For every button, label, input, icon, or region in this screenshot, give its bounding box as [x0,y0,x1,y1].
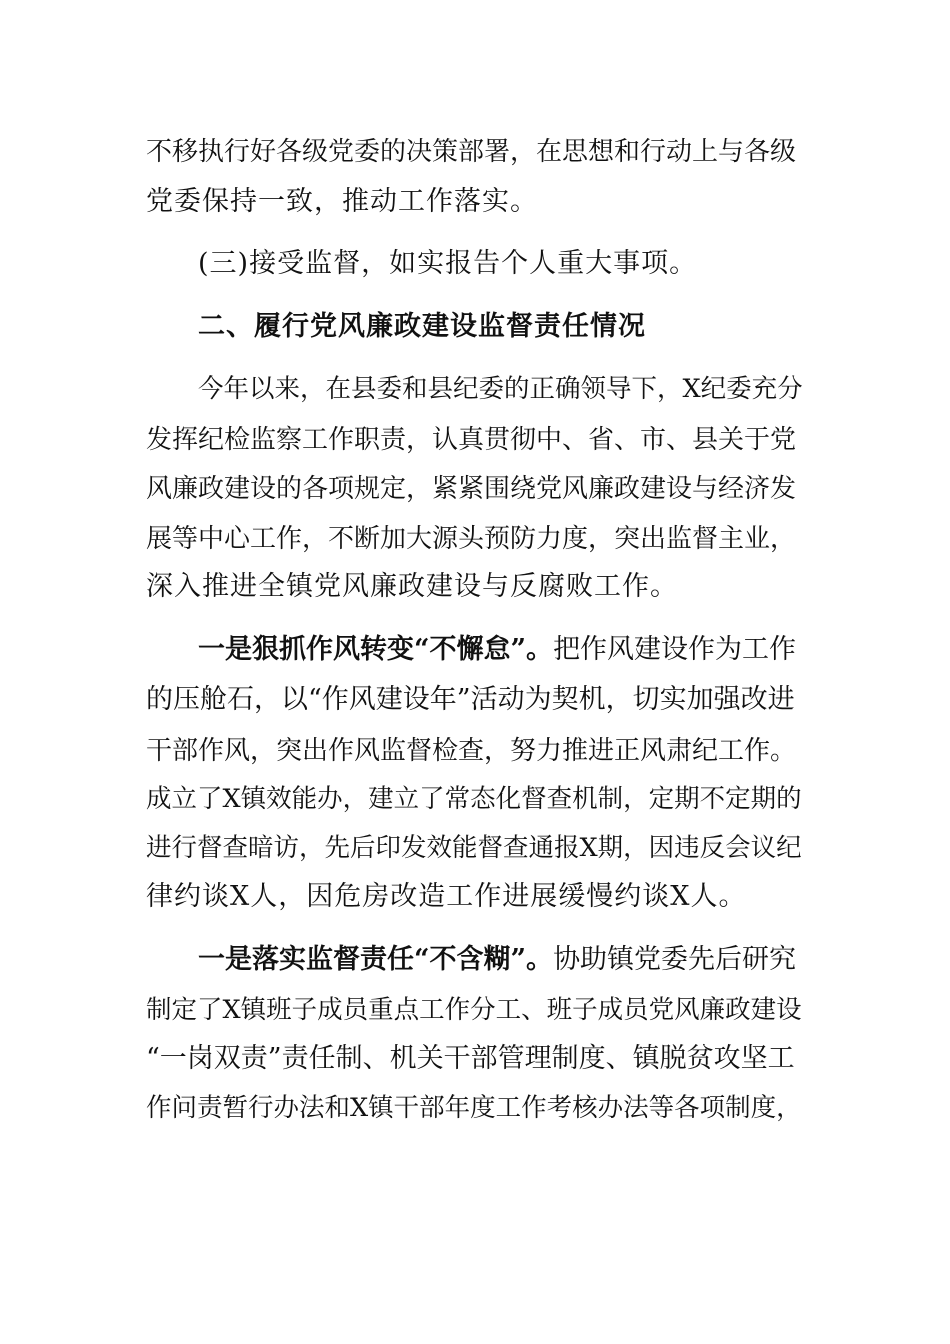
text-line: 今年以来，在县委和县纪委的正确领导下，X纪委充分 [198,374,803,404]
text-line: 作问责暂行办法和X镇干部年度工作考核办法等各项制度， [146,1093,802,1123]
text-line: 发挥纪检监察工作职责，认真贯彻中、省、市、县关于党 [146,425,797,455]
list-item-3: (三)接受监督，如实报告个人重大事项。 [198,248,698,279]
text-line: 风廉政建设的各项规定，紧紧围绕党风廉政建设与经济发 [146,474,797,504]
text-line: 进行督查暗访，先后印发效能督查通报X期，因违反会议纪 [146,833,802,863]
text-line: 干部作风，突出作风监督检查，努力推进正风肃纪工作。 [146,736,797,766]
text-line: 律约谈X人，因危房改造工作进展缓慢约谈X人。 [146,881,747,912]
paragraph-lead: 一是狠抓作风转变“不懈怠”。 [198,634,554,665]
paragraph-lead: 一是落实监督责任“不含糊”。 [198,944,554,975]
text-line: 不移执行好各级党委的决策部署，在思想和行动上与各级 [146,137,797,167]
paragraph-text: 协助镇党委先后研究 [553,944,797,975]
text-line: 深入推进全镇党风廉政建设与反腐败工作。 [146,571,678,602]
text-line: 的压舱石，以“作风建设年”活动为契机，切实加强改进 [146,684,795,715]
paragraph-first-line [198,942,796,978]
text-line: “一岗双责”责任制、机关干部管理制度、镇脱贫攻坚工 [146,1043,795,1074]
paragraph-text: 把作风建设作为工作 [553,634,797,665]
text-line: 党委保持一致，推动工作落实。 [146,186,538,217]
section-heading: 二、履行党风廉政建设监督责任情况 [198,311,646,342]
paragraph-first-line [198,632,796,668]
text-line: 制定了X镇班子成员重点工作分工、班子成员党风廉政建设 [146,995,802,1025]
text-line: 展等中心工作，不断加大源头预防力度，突出监督主业， [146,524,797,554]
text-line: 成立了X镇效能办，建立了常态化督查机制，定期不定期的 [146,784,802,814]
